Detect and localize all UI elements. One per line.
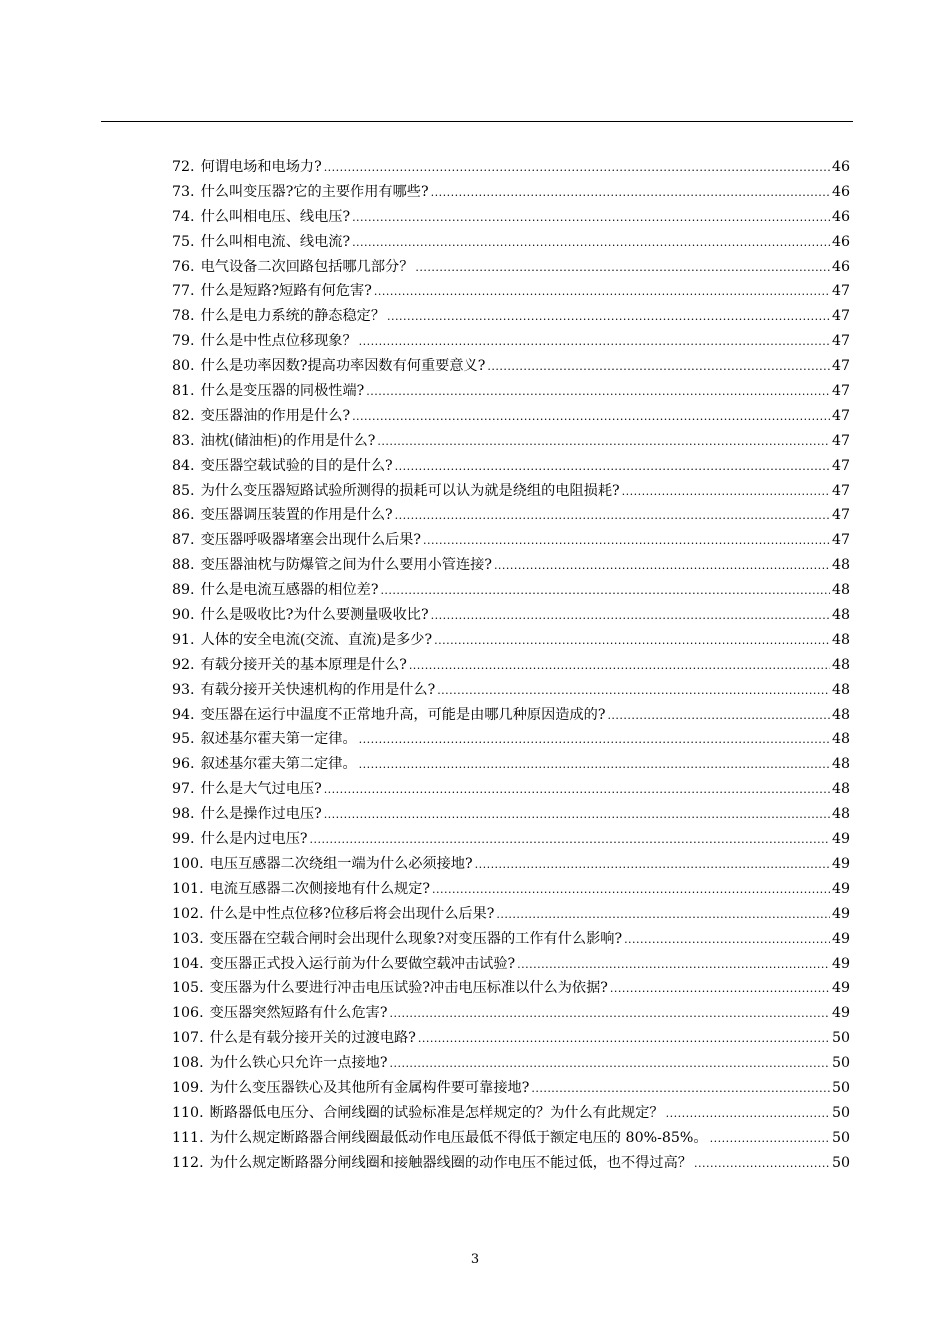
toc-entry-title: 变压器正式投入运行前为什么要做空载冲击试验?: [209, 955, 516, 972]
toc-entry-page: 47: [831, 457, 850, 474]
toc-entry-number: 90.: [172, 607, 195, 624]
toc-dot-leader: [710, 1126, 830, 1152]
toc-entry-page: 48: [831, 631, 850, 648]
toc-entry-page: 50: [831, 1055, 850, 1072]
toc-entry-title: 什么是内过电压?: [200, 831, 308, 848]
toc-dot-leader: [324, 777, 830, 803]
toc-entry[interactable]: [172, 354, 850, 379]
toc-entry-page: 49: [831, 855, 850, 872]
toc-entry-number: 96.: [172, 756, 195, 773]
toc-entry-number: 99.: [172, 831, 195, 848]
toc-entry-number: 87.: [172, 532, 195, 549]
toc-entry-page: 46: [831, 183, 850, 200]
toc-dot-leader: [352, 404, 830, 430]
toc-entry-title: 变压器调压装置的作用是什么?: [200, 507, 393, 524]
toc-entry[interactable]: [172, 802, 850, 827]
toc-entry-title: 叙述基尔霍夫第一定律。: [200, 731, 357, 748]
toc-entry-number: 102.: [172, 905, 204, 922]
toc-entry-number: 105.: [172, 980, 204, 997]
toc-entry-title: 有载分接开关的基本原理是什么?: [200, 656, 407, 673]
toc-entry-page: 46: [831, 233, 850, 250]
toc-entry-page: 48: [831, 656, 850, 673]
toc-entry-page: 50: [831, 1154, 850, 1171]
toc-entry-page: 48: [831, 781, 850, 798]
toc-dot-leader: [610, 976, 830, 1002]
toc-entry-page: 46: [831, 208, 850, 225]
toc-dot-leader: [487, 354, 830, 380]
toc-dot-leader: [517, 952, 830, 978]
toc-entry-number: 78.: [172, 308, 195, 325]
toc-entry[interactable]: [172, 528, 850, 553]
toc-entry[interactable]: [172, 603, 850, 628]
toc-entry-number: 95.: [172, 731, 195, 748]
toc-dot-leader: [377, 429, 830, 455]
toc-entry-title: 何谓电场和电场力?: [200, 159, 322, 175]
toc-entry-number: 111.: [172, 1129, 204, 1146]
toc-dot-leader: [324, 802, 830, 828]
toc-dot-leader: [374, 279, 830, 305]
toc-entry-number: 75.: [172, 233, 195, 250]
toc-entry-page: 48: [831, 582, 850, 599]
toc-entry-page: 47: [831, 507, 850, 524]
toc-entry[interactable]: [172, 877, 850, 902]
toc-entry-page: 48: [831, 607, 850, 624]
toc-entry[interactable]: [172, 180, 850, 205]
toc-entry-title: 油枕(储油柜)的作用是什么?: [200, 432, 376, 449]
toc-entry-title: 人体的安全电流(交流、直流)是多少?: [200, 631, 433, 648]
toc-dot-leader: [324, 155, 830, 181]
toc-entry-title: 变压器为什么要进行冲击电压试验?冲击电压标准以什么为依据?: [209, 980, 608, 997]
toc-entry-number: 92.: [172, 656, 195, 673]
toc-entry-page: 50: [831, 1104, 850, 1121]
toc-dot-leader: [531, 1076, 830, 1102]
toc-entry[interactable]: [172, 1151, 850, 1176]
toc-dot-leader: [359, 329, 830, 355]
toc-dot-leader: [387, 304, 830, 330]
toc-entry-title: 变压器突然短路有什么危害?: [209, 1005, 388, 1022]
toc-entry-number: 101.: [172, 880, 204, 897]
toc-dot-leader: [475, 852, 830, 878]
toc-entry-title: 为什么规定断路器合闸线圈最低动作电压最低不得低于额定电压的 80%-85%。: [209, 1129, 708, 1146]
toc-entry-page: 47: [831, 283, 850, 300]
toc-entry[interactable]: [172, 1101, 850, 1126]
toc-entry[interactable]: [172, 827, 850, 852]
toc-dot-leader: [389, 1051, 829, 1077]
toc-entry-number: 91.: [172, 631, 195, 648]
table-of-contents: [172, 155, 850, 1176]
toc-dot-leader: [496, 902, 830, 928]
toc-entry-title: 变压器在空载合闸时会出现什么现象?对变压器的工作有什么影响?: [209, 930, 623, 947]
toc-entry-number: 109.: [172, 1079, 204, 1096]
toc-entry-page: 47: [831, 308, 850, 325]
toc-entry-number: 88.: [172, 557, 195, 574]
toc-dot-leader: [437, 678, 830, 704]
toc-entry-title: 什么是短路?短路有何危害?: [200, 283, 372, 300]
toc-entry[interactable]: [172, 255, 850, 280]
toc-dot-leader: [624, 927, 830, 953]
toc-entry[interactable]: [172, 927, 850, 952]
toc-entry-page: 49: [831, 880, 850, 897]
toc-entry-number: 103.: [172, 930, 204, 947]
toc-entry-page: 49: [831, 930, 850, 947]
toc-entry-page: 46: [831, 159, 850, 175]
toc-entry-title: 为什么变压器短路试验所测得的损耗可以认为就是绕组的电阻损耗?: [200, 482, 620, 499]
toc-entry-title: 变压器油的作用是什么?: [200, 407, 351, 424]
toc-entry[interactable]: [172, 304, 850, 329]
toc-entry[interactable]: [172, 1051, 850, 1076]
toc-entry-title: 为什么规定断路器分闸线圈和接触器线圈的动作电压不能过低，也不得过高？: [209, 1154, 692, 1171]
toc-entry-page: 50: [831, 1129, 850, 1146]
toc-entry-title: 叙述基尔霍夫第二定律。: [200, 756, 357, 773]
toc-entry[interactable]: [172, 454, 850, 479]
toc-entry[interactable]: [172, 703, 850, 728]
toc-entry-page: 48: [831, 806, 850, 823]
toc-dot-leader: [431, 603, 830, 629]
toc-entry-title: 什么是吸收比?为什么要测量吸收比?: [200, 607, 429, 624]
toc-dot-leader: [694, 1151, 830, 1177]
toc-entry-page: 48: [831, 557, 850, 574]
toc-dot-leader: [622, 479, 830, 505]
toc-entry[interactable]: [172, 379, 850, 404]
toc-entry-page: 48: [831, 681, 850, 698]
toc-entry-number: 89.: [172, 582, 195, 599]
toc-entry[interactable]: [172, 329, 850, 354]
toc-dot-leader: [666, 1101, 830, 1127]
toc-entry[interactable]: [172, 279, 850, 304]
header-rule: [101, 121, 853, 122]
toc-entry-title: 什么叫变压器?它的主要作用有哪些?: [200, 183, 429, 200]
toc-entry[interactable]: [172, 852, 850, 877]
toc-entry-number: 79.: [172, 333, 195, 350]
toc-entry-title: 为什么铁心只允许一点接地?: [209, 1055, 388, 1072]
toc-entry-number: 80.: [172, 358, 195, 375]
toc-dot-leader: [418, 1026, 830, 1052]
toc-dot-leader: [352, 205, 830, 231]
toc-entry-title: 变压器呼吸器堵塞会出现什么后果?: [200, 532, 421, 549]
toc-entry-page: 48: [831, 706, 850, 723]
toc-entry-title: 什么是中性点位移?位移后将会出现什么后果?: [209, 905, 495, 922]
toc-entry-page: 50: [831, 1030, 850, 1047]
toc-dot-leader: [431, 180, 830, 206]
toc-dot-leader: [389, 1001, 829, 1027]
toc-dot-leader: [395, 454, 830, 480]
toc-entry-title: 什么是操作过电压?: [200, 806, 322, 823]
toc-entry-title: 电压互感器二次绕组一端为什么必须接地?: [209, 855, 473, 872]
toc-entry-title: 什么是功率因数?提高功率因数有何重要意义?: [200, 358, 486, 375]
toc-entry-number: 83.: [172, 432, 195, 449]
toc-entry-page: 47: [831, 407, 850, 424]
toc-entry[interactable]: [172, 503, 850, 528]
toc-entry-number: 107.: [172, 1030, 204, 1047]
toc-entry-number: 76.: [172, 258, 195, 275]
toc-entry-page: 48: [831, 756, 850, 773]
toc-entry-page: 47: [831, 333, 850, 350]
toc-dot-leader: [359, 727, 830, 753]
toc-entry[interactable]: [172, 628, 850, 653]
toc-entry-title: 什么是电力系统的静态稳定？: [200, 308, 386, 325]
toc-entry-page: 49: [831, 831, 850, 848]
toc-entry-number: 97.: [172, 781, 195, 798]
toc-entry-number: 93.: [172, 681, 195, 698]
toc-entry[interactable]: [172, 752, 850, 777]
toc-entry[interactable]: [172, 1126, 850, 1151]
toc-dot-leader: [409, 653, 830, 679]
toc-entry-number: 84.: [172, 457, 195, 474]
toc-entry-page: 49: [831, 955, 850, 972]
toc-entry-number: 112.: [172, 1154, 204, 1171]
toc-entry-page: 48: [831, 731, 850, 748]
toc-entry-page: 49: [831, 905, 850, 922]
toc-entry-number: 108.: [172, 1055, 204, 1072]
toc-entry-title: 变压器在运行中温度不正常地升高，可能是由哪几种原因造成的?: [200, 706, 606, 723]
toc-entry-page: 47: [831, 432, 850, 449]
toc-entry[interactable]: [172, 727, 850, 752]
toc-entry[interactable]: [172, 976, 850, 1001]
toc-entry[interactable]: [172, 155, 850, 180]
toc-dot-leader: [352, 230, 830, 256]
toc-entry[interactable]: [172, 902, 850, 927]
toc-entry-title: 什么是变压器的同极性端?: [200, 383, 365, 400]
toc-dot-leader: [366, 379, 830, 405]
toc-entry-number: 94.: [172, 706, 195, 723]
toc-entry-title: 有载分接开关快速机构的作用是什么?: [200, 681, 436, 698]
toc-entry-page: 49: [831, 980, 850, 997]
toc-entry[interactable]: [172, 429, 850, 454]
toc-dot-leader: [359, 752, 830, 778]
toc-entry-title: 什么是大气过电压?: [200, 781, 322, 798]
toc-entry-title: 电气设备二次回路包括哪几部分？: [200, 258, 414, 275]
toc-entry-number: 73.: [172, 183, 195, 200]
toc-entry[interactable]: [172, 777, 850, 802]
toc-entry-page: 46: [831, 258, 850, 275]
toc-entry[interactable]: [172, 404, 850, 429]
toc-entry[interactable]: [172, 678, 850, 703]
toc-entry[interactable]: [172, 578, 850, 603]
toc-entry-page: 47: [831, 358, 850, 375]
toc-entry-number: 81.: [172, 383, 195, 400]
page-number: 3: [470, 1252, 480, 1267]
toc-entry[interactable]: [172, 952, 850, 977]
toc-entry-title: 变压器空载试验的目的是什么?: [200, 457, 393, 474]
toc-entry-number: 85.: [172, 482, 195, 499]
toc-entry-title: 电流互感器二次侧接地有什么规定?: [209, 880, 431, 897]
toc-entry-number: 82.: [172, 407, 195, 424]
toc-entry-number: 110.: [172, 1104, 204, 1121]
toc-entry-title: 变压器油枕与防爆管之间为什么要用小管连接?: [200, 557, 492, 574]
toc-dot-leader: [432, 877, 830, 903]
toc-entry-number: 77.: [172, 283, 195, 300]
toc-entry[interactable]: [172, 653, 850, 678]
toc-dot-leader: [607, 703, 830, 729]
toc-dot-leader: [494, 553, 830, 579]
toc-dot-leader: [395, 503, 830, 529]
toc-entry-page: 47: [831, 482, 850, 499]
toc-entry-title: 什么是电流互感器的相位差?: [200, 582, 379, 599]
toc-entry-page: 49: [831, 1005, 850, 1022]
toc-dot-leader: [310, 827, 830, 853]
toc-entry-title: 什么是中性点位移现象？: [200, 333, 357, 350]
toc-entry-number: 74.: [172, 208, 195, 225]
toc-entry[interactable]: [172, 1026, 850, 1051]
toc-entry-title: 什么叫相电流、线电流?: [200, 233, 351, 250]
toc-entry[interactable]: [172, 205, 850, 230]
toc-entry-number: 106.: [172, 1005, 204, 1022]
toc-dot-leader: [380, 578, 830, 604]
toc-entry-number: 104.: [172, 955, 204, 972]
toc-entry-number: 100.: [172, 855, 204, 872]
toc-entry-page: 47: [831, 532, 850, 549]
toc-entry-page: 50: [831, 1079, 850, 1096]
toc-entry-title: 什么叫相电压、线电压?: [200, 208, 351, 225]
toc-entry-number: 98.: [172, 806, 195, 823]
toc-dot-leader: [434, 628, 830, 654]
toc-entry[interactable]: [172, 1001, 850, 1026]
toc-entry[interactable]: [172, 1076, 850, 1101]
toc-entry-number: 72.: [172, 159, 195, 175]
toc-entry-title: 什么是有载分接开关的过渡电路?: [209, 1030, 416, 1047]
toc-dot-leader: [415, 255, 830, 281]
toc-entry-number: 86.: [172, 507, 195, 524]
toc-dot-leader: [423, 528, 830, 554]
toc-entry-title: 断路器低电压分、合闸线圈的试验标准是怎样规定的？为什么有此规定？: [209, 1104, 664, 1121]
toc-entry-page: 47: [831, 383, 850, 400]
toc-entry[interactable]: [172, 553, 850, 578]
toc-entry[interactable]: [172, 230, 850, 255]
toc-entry[interactable]: [172, 479, 850, 504]
toc-entry-title: 为什么变压器铁心及其他所有金属构件要可靠接地?: [209, 1079, 530, 1096]
